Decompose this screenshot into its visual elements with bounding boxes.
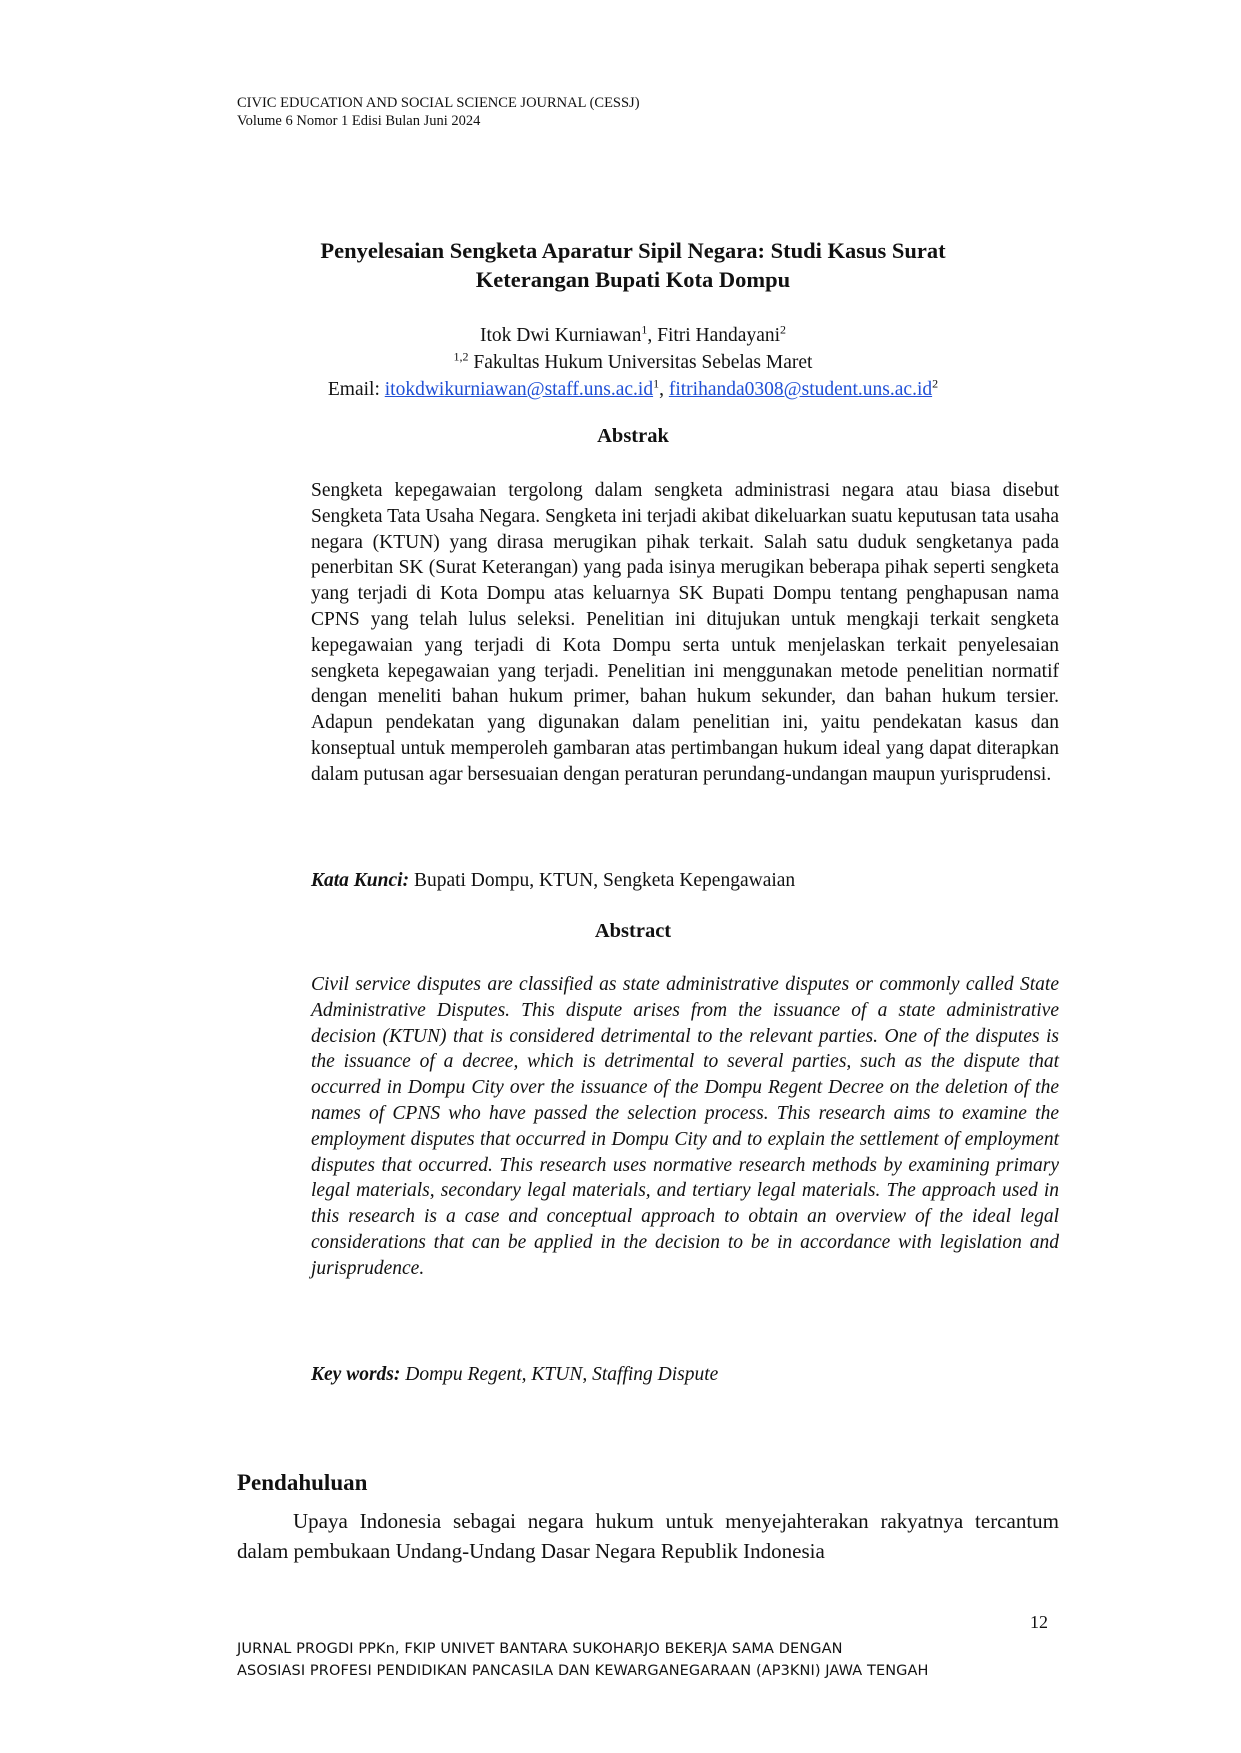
author-footnote-mark: 2 — [780, 322, 787, 337]
paper-title-line-2: Keterangan Bupati Kota Dompu — [475, 267, 791, 292]
journal-name: CIVIC EDUCATION AND SOCIAL SCIENCE JOURNAL (CESSJ) — [237, 95, 640, 111]
affiliation: Fakultas Hukum Universitas Sebelas Maret — [468, 352, 813, 373]
author-footnote-mark: 1 — [641, 322, 648, 337]
affiliation-line — [237, 349, 1029, 376]
paper-title-line-1: Penyelesaian Sengketa Aparatur Sipil Negara: Studi Kasus Surat — [320, 238, 946, 263]
email-link[interactable]: fitrihanda0308@student.uns.ac.id — [668, 379, 933, 400]
page-footer — [237, 1638, 929, 1682]
section-heading-pendahuluan: Pendahuluan — [237, 1470, 368, 1495]
keywords-label: Kata Kunci: — [311, 870, 410, 891]
email-line — [237, 376, 1029, 403]
intro-paragraph: Upaya Indonesia sebagai negara hukum untuk menyejahterakan rakyatnya tercantum dalam pembukaan Undang-Undang Dasar Negara Republik Indonesia — [237, 1509, 1059, 1563]
email-footnote-mark: 2 — [932, 376, 939, 391]
footer-line-1: JURNAL PROGDI PPKn, FKIP UNIVET BANTARA SUKOHARJO BEKERJA SAMA DENGAN — [237, 1641, 843, 1657]
journal-header — [237, 94, 640, 130]
abstrak-heading: Abstrak — [597, 425, 669, 447]
paper-title — [237, 236, 1029, 294]
keywords-values: Dompu Regent, KTUN, Staffing Dispute — [400, 1364, 719, 1385]
abstract-text: Civil service disputes are classified as state administrative disputes or commonly called State Administrative Disputes. This dispute arises from the issuance of a state administrative decision (KTUN) that is considered detrimental to the relevant parties. One of the disputes is the issuance of a decree, which is detrimental to several parties, such as the dispute that occurred in Dompu City over the issuance of the Dompu Regent Decree on the deletion of the names of CPNS who have passed the selection process. This research aims to examine the employment disputes that occurred in Dompu City and to explain the settlement of employment disputes that occurred. This research uses normative research methods by examining primary legal materials, secondary legal materials, and tertiary legal materials. The approach used in this research is a case and conceptual approach to obtain an overview of the ideal legal considerations that can be applied in the decision to be in accordance with legislation and jurisprudence. — [311, 974, 1059, 1279]
footer-line-2: ASOSIASI PROFESI PENDIDIKAN PANCASILA DAN KEWARGANEGARAAN (AP3KNI) JAWA TENGAH — [237, 1663, 929, 1679]
keywords-values: Bupati Dompu, KTUN, Sengketa Kepengawaian — [409, 870, 796, 891]
affiliation-mark: 1,2 — [453, 349, 469, 364]
abstrak-keywords — [311, 868, 1059, 894]
author-name: Fitri Handayani — [657, 325, 781, 346]
volume-info: Volume 6 Nomor 1 Edisi Bulan Juni 2024 — [237, 113, 481, 129]
email-link[interactable]: itokdwikurniawan@staff.uns.ac.id — [384, 379, 654, 400]
keywords-label: Key words: — [311, 1364, 401, 1385]
abstrak-text: Sengketa kepegawaian tergolong dalam sengketa administrasi negara atau biasa disebut Sengketa Tata Usaha Negara. Sengketa ini terjadi akibat dikeluarkan suatu keputusan tata usaha negara (KTUN) yang dirasa merugikan pihak terkait. Salah satu duduk sengketanya pada penerbitan SK (Surat Keterangan) yang pada isinya merugikan beberapa pihak seperti sengketa yang terjadi di Kota Dompu atas keluarnya SK Bupati Dompu tentang penghapusan nama CPNS yang telah lulus seleksi. Penelitian ini ditujukan untuk mengkaji terkait sengketa kepegawaian yang terjadi di Kota Dompu serta untuk menjelaskan terkait penyelesaian sengketa kepegawaian yang terjadi. Penelitian ini menggunakan metode penelitian normatif dengan meneliti bahan hukum primer, bahan hukum sekunder, dan bahan hukum tersier. Adapun pendekatan yang digunakan dalam penelitian ini, yaitu pendekatan kasus dan konseptual untuk memperoleh gambaran atas pertimbangan hukum ideal yang dapat diterapkan dalam putusan agar bersesuaian dengan peraturan perundang-undangan maupun yurisprudensi. — [311, 480, 1059, 785]
author-name: Itok Dwi Kurniawan — [479, 325, 642, 346]
abstract-heading: Abstract — [594, 920, 672, 942]
email-separator: , — [659, 379, 669, 400]
email-footnote-mark: 1 — [653, 376, 660, 391]
author-separator: , — [647, 325, 658, 346]
author-block — [237, 322, 1029, 403]
page-number: 12 — [1030, 1612, 1048, 1632]
abstract-keywords — [311, 1362, 1059, 1388]
author-line — [237, 322, 1029, 349]
email-label: Email: — [327, 379, 385, 400]
